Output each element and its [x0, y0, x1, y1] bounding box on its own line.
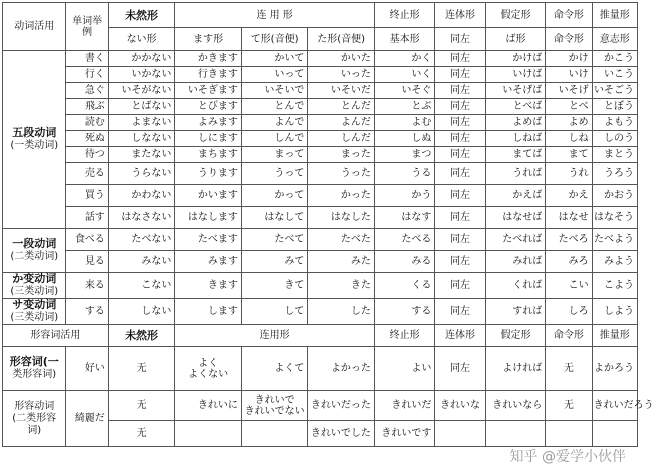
cell: した [308, 299, 375, 325]
cell: しぬ [374, 131, 434, 147]
cell: すれば [485, 299, 545, 325]
cell: きれいでした [308, 421, 375, 447]
adj-cell: 綺麗だ [66, 391, 108, 447]
cell: よむ [374, 115, 434, 131]
cell: いそげ [546, 83, 592, 99]
cell: みよう [592, 251, 637, 273]
cell: 同左 [435, 83, 485, 99]
cell: とぶ [374, 99, 434, 115]
adj-header-suiryo: 推量形 [592, 325, 637, 347]
cell: はなします [175, 207, 242, 229]
ichidan-label: 一段动词 (二类动词) [3, 229, 66, 273]
header-meirei: 命令形 [546, 3, 592, 28]
cell: します [175, 299, 242, 325]
cell: たべます [175, 229, 242, 251]
cell: かう [374, 185, 434, 207]
cell: して [241, 299, 308, 325]
table-row [3, 147, 638, 163]
cell: 同左 [435, 185, 485, 207]
cell: いって [241, 67, 308, 83]
table-row [3, 115, 638, 131]
cell: はなして [241, 207, 308, 229]
cell: きて [241, 273, 308, 299]
verb-cell: 見る [66, 251, 108, 273]
cell [546, 421, 592, 447]
cell: かこう [592, 51, 637, 67]
table-title: 动词活用 [3, 3, 66, 51]
cell: いそげば [485, 83, 545, 99]
cell: 无 [546, 391, 592, 421]
cell: よんだ [308, 115, 375, 131]
table-row [3, 207, 638, 229]
cell: いく [374, 67, 434, 83]
cell: いそがない [108, 83, 175, 99]
cell: よめば [485, 115, 545, 131]
cell: 同左 [435, 115, 485, 131]
cell: しんで [241, 131, 308, 147]
cell: よかろう [592, 347, 637, 391]
table-row [3, 131, 638, 147]
cell: よくて [241, 347, 308, 391]
cell: きれいで きれいでない [241, 391, 308, 421]
cell: かいて [241, 51, 308, 67]
cell: うる [374, 163, 434, 185]
header-example: 单词举例 [66, 3, 108, 51]
cell: みれば [485, 251, 545, 273]
cell: まちます [175, 147, 242, 163]
cell: かけば [485, 51, 545, 67]
table-row [3, 347, 638, 391]
cell: とばない [108, 99, 175, 115]
cell: しんだ [308, 131, 375, 147]
adj-header-rentai: 连体形 [435, 325, 485, 347]
cell: たべろ [546, 229, 592, 251]
header-mizen: 未然形 [108, 3, 175, 28]
cell: 同左 [435, 273, 485, 299]
cell: いった [308, 67, 375, 83]
cell [592, 421, 637, 447]
adj-cell: 好い [66, 347, 108, 391]
verb-cell: 死ぬ [66, 131, 108, 147]
cell: うった [308, 163, 375, 185]
adj-header-row [3, 325, 638, 347]
verb-cell: 買う [66, 185, 108, 207]
table-row [3, 251, 638, 273]
cell: こよう [592, 273, 637, 299]
table-row [3, 99, 638, 115]
cell: しね [546, 131, 592, 147]
cell: かえ [546, 185, 592, 207]
cell: いそいだ [308, 83, 375, 99]
cell: まて [546, 147, 592, 163]
sub-meirei: 命令形 [546, 28, 592, 51]
header-renyo: 连 用 形 [175, 3, 375, 28]
cell: みる [374, 251, 434, 273]
cell: しろ [546, 299, 592, 325]
cell: くれば [485, 273, 545, 299]
verb-cell: 来る [66, 273, 108, 299]
cell: みない [108, 251, 175, 273]
verb-cell: 話す [66, 207, 108, 229]
cell: 同左 [435, 131, 485, 147]
cell: またない [108, 147, 175, 163]
cell: 同左 [435, 147, 485, 163]
cell: みます [175, 251, 242, 273]
table-row [3, 83, 638, 99]
cell: うって [241, 163, 308, 185]
cell: きた [308, 273, 375, 299]
cell: よければ [485, 347, 545, 391]
cell: きます [175, 273, 242, 299]
sub-douza: 同左 [435, 28, 485, 51]
table-row [3, 51, 638, 67]
cell: 无 [546, 347, 592, 391]
cell: いけ [546, 67, 592, 83]
cell: 同左 [435, 163, 485, 185]
sub-masu: ます形 [175, 28, 242, 51]
cell: こない [108, 273, 175, 299]
adj-header-meirei: 命令形 [546, 325, 592, 347]
sub-nai: ない形 [108, 28, 175, 51]
cell: うります [175, 163, 242, 185]
cell: いけば [485, 67, 545, 83]
cell: しない [108, 299, 175, 325]
sub-te: て形(音便) [241, 28, 308, 51]
cell: はなせば [485, 207, 545, 229]
cell: よまない [108, 115, 175, 131]
cell: とびます [175, 99, 242, 115]
cell: かいた [308, 51, 375, 67]
cell: とべ [546, 99, 592, 115]
cell: たべよう [592, 229, 637, 251]
cell: たべて [241, 229, 308, 251]
cell: よい [374, 347, 434, 391]
verb-cell: 書く [66, 51, 108, 67]
cell: 无 [108, 347, 175, 391]
conjugation-table [2, 2, 654, 447]
cell: 同左 [435, 99, 485, 115]
header-katei: 假定形 [485, 3, 545, 28]
cell: いそぎます [175, 83, 242, 99]
cell: はなす [374, 207, 434, 229]
cell: きれいな [435, 391, 485, 421]
cell: かかない [108, 51, 175, 67]
cell: 同左 [435, 67, 485, 83]
cell: きれいだろう [592, 391, 637, 421]
cell: 无 [108, 421, 175, 447]
sahen-label: サ变动词 (三类动词) [3, 299, 66, 325]
cell: よもう [592, 115, 637, 131]
cell: きれいなら [485, 391, 545, 421]
cell: はなさない [108, 207, 175, 229]
cell: する [374, 299, 434, 325]
cell: 无 [108, 391, 175, 421]
cell: いそぐ [374, 83, 434, 99]
cell: はなそう [592, 207, 637, 229]
cell: よめ [546, 115, 592, 131]
header-row [3, 3, 638, 28]
cell: きれいだった [308, 391, 375, 421]
cell: とべば [485, 99, 545, 115]
cell [175, 421, 242, 447]
cell: みて [241, 251, 308, 273]
adj-table-title: 形容词活用 [3, 325, 109, 347]
cell: しねば [485, 131, 545, 147]
verb-cell: 売る [66, 163, 108, 185]
adj-header-renyo: 连用形 [175, 325, 375, 347]
cell: かきます [175, 51, 242, 67]
table-row [3, 163, 638, 185]
header-shushi: 终止形 [374, 3, 434, 28]
cell: とんだ [308, 99, 375, 115]
cell: まつ [374, 147, 434, 163]
cell: まって [241, 147, 308, 163]
table-row [3, 185, 638, 207]
adj2-label: 形容动词 (二类形容 词) [3, 391, 66, 447]
cell: かわない [108, 185, 175, 207]
table-row [3, 273, 638, 299]
cell: よく よくない [175, 347, 242, 391]
cell: まった [308, 147, 375, 163]
adj1-label: 形容词(一 类形容词) [3, 347, 66, 391]
godan-label: 五段动词 (一类动词) [3, 51, 66, 229]
kahen-label: か变动词 (三类动词) [3, 273, 66, 299]
cell: 行きます [175, 67, 242, 83]
cell: たべれば [485, 229, 545, 251]
cell: はなした [308, 207, 375, 229]
cell [241, 421, 308, 447]
cell: かえば [485, 185, 545, 207]
verb-cell: 行く [66, 67, 108, 83]
cell: よかった [308, 347, 375, 391]
watermark: 知乎 @爱学小伙伴 [509, 449, 626, 465]
cell: 同左 [435, 51, 485, 67]
cell: とぼう [592, 99, 637, 115]
cell: 同左 [435, 207, 485, 229]
cell: かけ [546, 51, 592, 67]
table-row [3, 229, 638, 251]
cell: しのう [592, 131, 637, 147]
cell: かく [374, 51, 434, 67]
cell [435, 421, 485, 447]
header-rentai: 连体形 [435, 3, 485, 28]
verb-cell: する [66, 299, 108, 325]
sub-ishi: 意志形 [592, 28, 637, 51]
cell: とんで [241, 99, 308, 115]
cell: くる [374, 273, 434, 299]
cell: かって [241, 185, 308, 207]
cell: いかない [108, 67, 175, 83]
table-row [3, 391, 638, 421]
cell: うれば [485, 163, 545, 185]
cell: かおう [592, 185, 637, 207]
cell: うろう [592, 163, 637, 185]
cell: しにます [175, 131, 242, 147]
cell: よみます [175, 115, 242, 131]
table-row [3, 67, 638, 83]
sub-ta: た形(音便) [308, 28, 375, 51]
cell: きれいに [175, 391, 242, 421]
sub-ba: ば形 [485, 28, 545, 51]
cell: かいます [175, 185, 242, 207]
verb-cell: 飛ぶ [66, 99, 108, 115]
table-row [3, 299, 638, 325]
cell: きれいです [374, 421, 434, 447]
cell: 同左 [435, 229, 485, 251]
cell: たべる [374, 229, 434, 251]
cell: たべない [108, 229, 175, 251]
verb-cell: 読む [66, 115, 108, 131]
cell: みた [308, 251, 375, 273]
cell: しよう [592, 299, 637, 325]
cell: うれ [546, 163, 592, 185]
cell: みろ [546, 251, 592, 273]
cell: きれいだ [374, 391, 434, 421]
cell [485, 421, 545, 447]
cell: うらない [108, 163, 175, 185]
cell: まとう [592, 147, 637, 163]
cell: かった [308, 185, 375, 207]
adj-header-shushi: 终止形 [374, 325, 434, 347]
adj-header-mizen: 未然形 [108, 325, 175, 347]
adj-header-katei: 假定形 [485, 325, 545, 347]
cell: 同左 [435, 347, 485, 391]
cell: よんで [241, 115, 308, 131]
cell: たべた [308, 229, 375, 251]
cell: まてば [485, 147, 545, 163]
cell: こい [546, 273, 592, 299]
verb-cell: 急ぐ [66, 83, 108, 99]
verb-cell: 待つ [66, 147, 108, 163]
verb-cell: 食べる [66, 229, 108, 251]
header-suiryo: 推量形 [592, 3, 637, 28]
sub-kihon: 基本形 [374, 28, 434, 51]
cell: いそごう [592, 83, 637, 99]
cell: 同左 [435, 299, 485, 325]
cell: いそいで [241, 83, 308, 99]
cell: いこう [592, 67, 637, 83]
cell: しなない [108, 131, 175, 147]
cell: はなせ [546, 207, 592, 229]
cell: 同左 [435, 251, 485, 273]
